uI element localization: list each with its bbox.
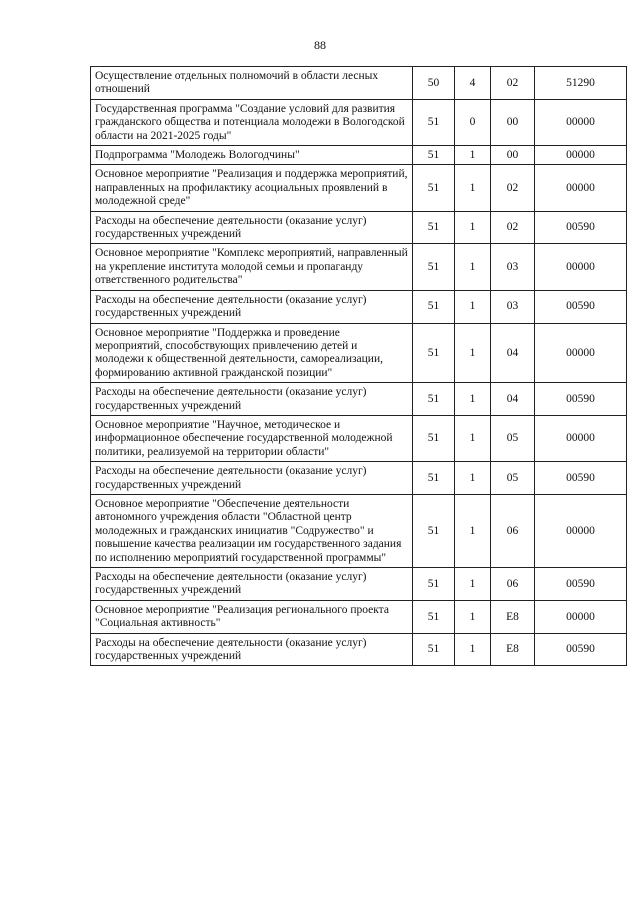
program-code-cell: 51: [413, 146, 455, 165]
row-name-cell: Расходы на обеспечение деятельности (оказание услуг) государственных учреждений: [91, 290, 413, 323]
row-name-cell: Основное мероприятие "Научное, методическое и информационное обеспечение государственной молодежной политики, реализуемой на территории области": [91, 415, 413, 461]
activity-code-cell: 00: [491, 99, 535, 145]
table-row: [91, 146, 627, 165]
row-name-cell: Расходы на обеспечение деятельности (оказание услуг) государственных учреждений: [91, 211, 413, 244]
direction-code-cell: 00590: [535, 462, 627, 495]
subprogram-code-cell: 1: [455, 383, 491, 416]
activity-code-cell: 05: [491, 462, 535, 495]
subprogram-code-cell: 4: [455, 67, 491, 100]
direction-code-cell: 00000: [535, 165, 627, 211]
subprogram-code-cell: 1: [455, 290, 491, 323]
subprogram-code-cell: 1: [455, 323, 491, 383]
program-code-cell: 51: [413, 211, 455, 244]
row-name-cell: Основное мероприятие "Комплекс мероприятий, направленный на укрепление института молодой семьи и пропаганду ответственного родительства": [91, 244, 413, 290]
program-code-cell: 51: [413, 568, 455, 601]
program-code-cell: 51: [413, 244, 455, 290]
row-name-cell: Государственная программа "Создание условий для развития гражданского общества и потенциала молодежи в Вологодской области на 2021-2025 годы": [91, 99, 413, 145]
subprogram-code-cell: 1: [455, 633, 491, 666]
table-row: [91, 600, 627, 633]
direction-code-cell: 00000: [535, 600, 627, 633]
subprogram-code-cell: 0: [455, 99, 491, 145]
table-row: [91, 462, 627, 495]
activity-code-cell: E8: [491, 633, 535, 666]
row-name-cell: Основное мероприятие "Реализация и поддержка мероприятий, направленных на профилактику асоциальных проявлений в молодежной среде": [91, 165, 413, 211]
direction-code-cell: 00000: [535, 244, 627, 290]
program-code-cell: 51: [413, 600, 455, 633]
row-name-cell: Подпрограмма "Молодежь Вологодчины": [91, 146, 413, 165]
row-name-cell: Основное мероприятие "Обеспечение деятельности автономного учреждения области "Областной центр молодежных и гражданских инициатив "Содружество" и повышение качества реализации им государственного задания по исполнению мероприятий государственной программы": [91, 494, 413, 567]
row-name-cell: Расходы на обеспечение деятельности (оказание услуг) государственных учреждений: [91, 462, 413, 495]
activity-code-cell: 04: [491, 383, 535, 416]
direction-code-cell: 00000: [535, 323, 627, 383]
subprogram-code-cell: 1: [455, 244, 491, 290]
program-code-cell: 51: [413, 323, 455, 383]
program-code-cell: 51: [413, 633, 455, 666]
activity-code-cell: 03: [491, 290, 535, 323]
row-name-cell: Основное мероприятие "Поддержка и проведение мероприятий, способствующих привлечению детей и молодежи к общественной деятельности, самореализации, формированию активной гражданской позиции": [91, 323, 413, 383]
subprogram-code-cell: 1: [455, 568, 491, 601]
direction-code-cell: 00000: [535, 494, 627, 567]
program-code-cell: 51: [413, 290, 455, 323]
activity-code-cell: E8: [491, 600, 535, 633]
table-row: [91, 290, 627, 323]
subprogram-code-cell: 1: [455, 146, 491, 165]
activity-code-cell: 02: [491, 67, 535, 100]
table-row: [91, 383, 627, 416]
direction-code-cell: 00000: [535, 146, 627, 165]
activity-code-cell: 03: [491, 244, 535, 290]
page-number: 88: [314, 38, 326, 52]
activity-code-cell: 04: [491, 323, 535, 383]
table-body: [91, 67, 627, 666]
table-row: [91, 633, 627, 666]
activity-code-cell: 02: [491, 211, 535, 244]
table-row: [91, 165, 627, 211]
subprogram-code-cell: 1: [455, 211, 491, 244]
program-code-cell: 51: [413, 383, 455, 416]
subprogram-code-cell: 1: [455, 462, 491, 495]
row-name-cell: Расходы на обеспечение деятельности (оказание услуг) государственных учреждений: [91, 383, 413, 416]
row-name-cell: Расходы на обеспечение деятельности (оказание услуг) государственных учреждений: [91, 633, 413, 666]
row-name-cell: Осуществление отдельных полномочий в области лесных отношений: [91, 67, 413, 100]
table-row: [91, 67, 627, 100]
direction-code-cell: 00590: [535, 633, 627, 666]
program-code-cell: 50: [413, 67, 455, 100]
program-code-cell: 51: [413, 494, 455, 567]
direction-code-cell: 00590: [535, 568, 627, 601]
subprogram-code-cell: 1: [455, 165, 491, 211]
budget-classification-table: [90, 66, 627, 666]
activity-code-cell: 02: [491, 165, 535, 211]
direction-code-cell: 00590: [535, 290, 627, 323]
direction-code-cell: 00590: [535, 211, 627, 244]
activity-code-cell: 06: [491, 494, 535, 567]
activity-code-cell: 05: [491, 415, 535, 461]
table-row: [91, 568, 627, 601]
direction-code-cell: 00000: [535, 99, 627, 145]
subprogram-code-cell: 1: [455, 415, 491, 461]
row-name-cell: Основное мероприятие "Реализация регионального проекта "Социальная активность": [91, 600, 413, 633]
subprogram-code-cell: 1: [455, 494, 491, 567]
table-row: [91, 211, 627, 244]
row-name-cell: Расходы на обеспечение деятельности (оказание услуг) государственных учреждений: [91, 568, 413, 601]
program-code-cell: 51: [413, 99, 455, 145]
table-row: [91, 244, 627, 290]
direction-code-cell: 00590: [535, 383, 627, 416]
table-row: [91, 323, 627, 383]
direction-code-cell: 51290: [535, 67, 627, 100]
subprogram-code-cell: 1: [455, 600, 491, 633]
table-row: [91, 99, 627, 145]
table-row: [91, 415, 627, 461]
program-code-cell: 51: [413, 462, 455, 495]
program-code-cell: 51: [413, 415, 455, 461]
table-row: [91, 494, 627, 567]
activity-code-cell: 00: [491, 146, 535, 165]
program-code-cell: 51: [413, 165, 455, 211]
activity-code-cell: 06: [491, 568, 535, 601]
direction-code-cell: 00000: [535, 415, 627, 461]
